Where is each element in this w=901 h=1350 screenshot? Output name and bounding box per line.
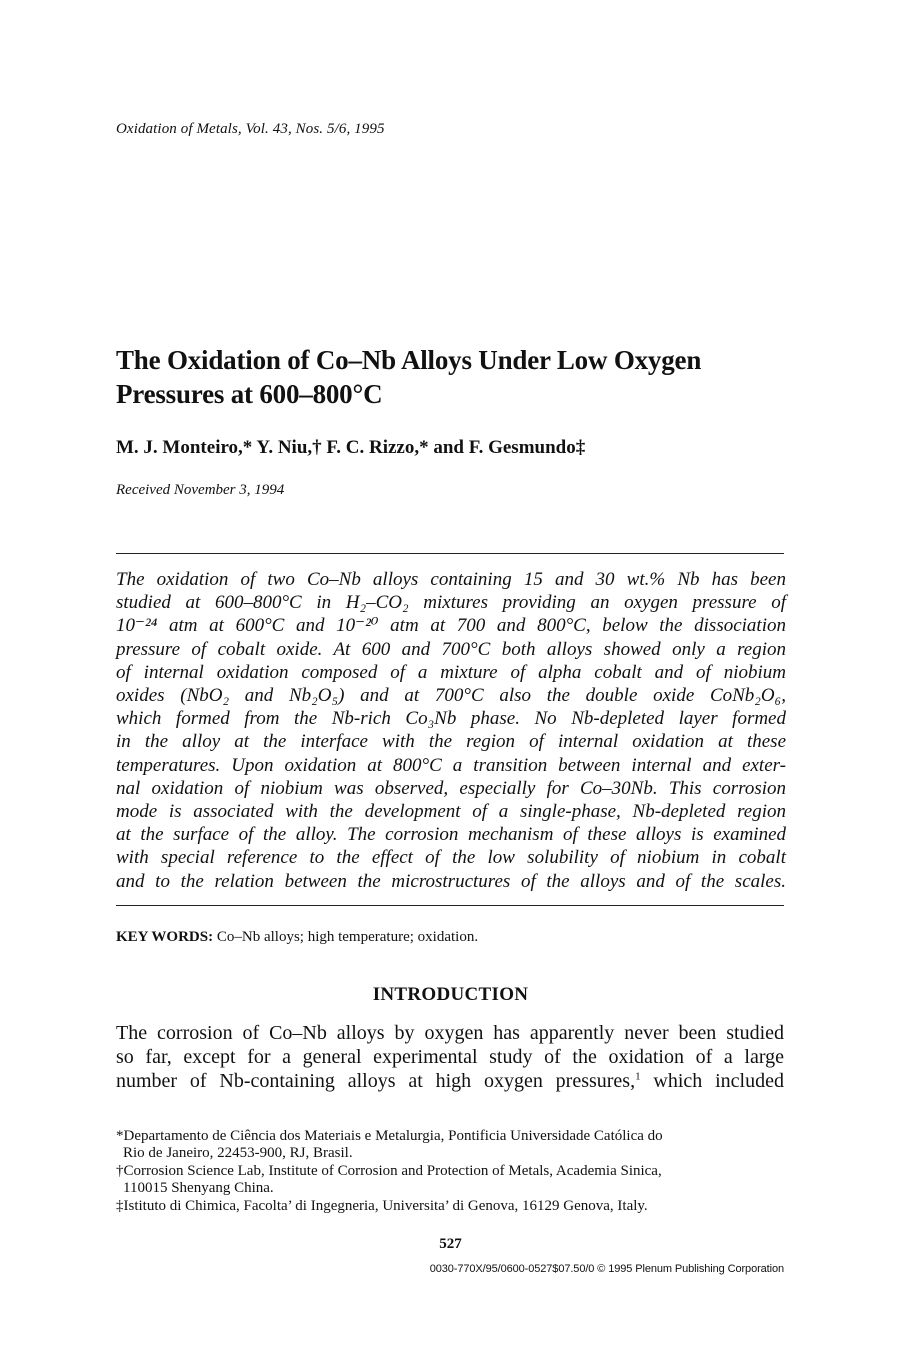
- footnote-line: Rio de Janeiro, 22453-900, RJ, Brasil.: [123, 1145, 353, 1162]
- abstract-line: of internal oxidation composed of a mixture of alpha cobalt and of niobium: [116, 661, 786, 683]
- abstract-line: studied at 600–800°C in H₂–CO₂ mixtures providing an oxygen pressure of: [116, 592, 786, 614]
- abstract-line: with special reference to the effect of the low solubility of niobium in cobalt: [116, 847, 786, 869]
- abstract-line: mode is associated with the development of a single-phase, Nb-depleted region: [116, 801, 786, 823]
- abstract-line: temperatures. Upon oxidation at 800°C a transition between internal and exter-: [116, 754, 786, 776]
- footnote-line: ‡Istituto di Chimica, Facolta’ di Ingegneria, Universita’ di Genova, 16129 Genova, Italy.: [116, 1197, 648, 1214]
- introduction-body: [116, 1021, 784, 1093]
- intro-line: The corrosion of Co–Nb alloys by oxygen has apparently never been studied: [116, 1022, 784, 1044]
- keywords-label: KEY WORDS:: [116, 929, 214, 945]
- abstract-line: at the surface of the alloy. The corrosion mechanism of these alloys is examined: [116, 824, 786, 846]
- abstract-line: 10⁻²⁴ atm at 600°C and 10⁻²⁰ atm at 700 and 800°C, below the dissociation: [116, 615, 786, 637]
- footnote-line: 110015 Shenyang China.: [123, 1180, 274, 1197]
- footnote-line: †Corrosion Science Lab, Institute of Corrosion and Protection of Metals, Academia Sinica,: [116, 1162, 662, 1179]
- abstract-line: oxides (NbO₂ and Nb₂O₅) and at 700°C also the double oxide CoNb₂O₆,: [116, 685, 786, 707]
- abstract-line: which formed from the Nb-rich Co₃Nb phase. No Nb-depleted layer formed: [116, 708, 786, 730]
- intro-line-text: which included: [640, 1070, 784, 1092]
- page-number: 527: [439, 1236, 462, 1252]
- abstract-line: in the alloy at the interface with the region of internal oxidation at these: [116, 731, 786, 753]
- reference-marker: 1: [635, 1070, 641, 1083]
- article-title: [116, 343, 796, 411]
- footnote-line: *Departamento de Ciência dos Materiais e Metalurgia, Pontificia Universidade Católica do: [116, 1128, 663, 1144]
- title-line-2: Pressures at 600–800°C: [116, 379, 383, 409]
- abstract-bottom-rule: [116, 905, 784, 906]
- intro-line: [116, 1069, 784, 1093]
- keywords: [116, 929, 478, 946]
- intro-line: so far, except for a general experimental study of the oxidation of a large: [116, 1046, 784, 1068]
- title-line-1: The Oxidation of Co–Nb Alloys Under Low Oxygen: [116, 345, 702, 375]
- copyright-line: 0030-770X/95/0600-0527$07.50/0 © 1995 Plenum Publishing Corporation: [429, 1263, 784, 1275]
- abstract: [116, 568, 786, 893]
- abstract-top-rule: [116, 553, 784, 554]
- abstract-line: pressure of cobalt oxide. At 600 and 700°C both alloys showed only a region: [116, 638, 786, 660]
- abstract-line: and to the relation between the microstructures of the alloys and of the scales.: [116, 870, 786, 892]
- author-list: M. J. Monteiro,* Y. Niu,† F. C. Rizzo,* and F. Gesmundo‡: [116, 437, 586, 458]
- abstract-line: nal oxidation of niobium was observed, especially for Co–30Nb. This corrosion: [116, 777, 786, 799]
- section-heading-introduction: INTRODUCTION: [372, 984, 529, 1005]
- journal-citation: Oxidation of Metals, Vol. 43, Nos. 5/6, 1995: [116, 121, 385, 137]
- intro-line-text: number of Nb-containing alloys at high oxygen pressures,: [116, 1070, 636, 1092]
- received-date: Received November 3, 1994: [116, 482, 285, 498]
- keywords-text: Co–Nb alloys; high temperature; oxidation.: [216, 929, 479, 945]
- abstract-line: The oxidation of two Co–Nb alloys containing 15 and 30 wt.% Nb has been: [116, 569, 786, 590]
- footnotes: [116, 1128, 786, 1215]
